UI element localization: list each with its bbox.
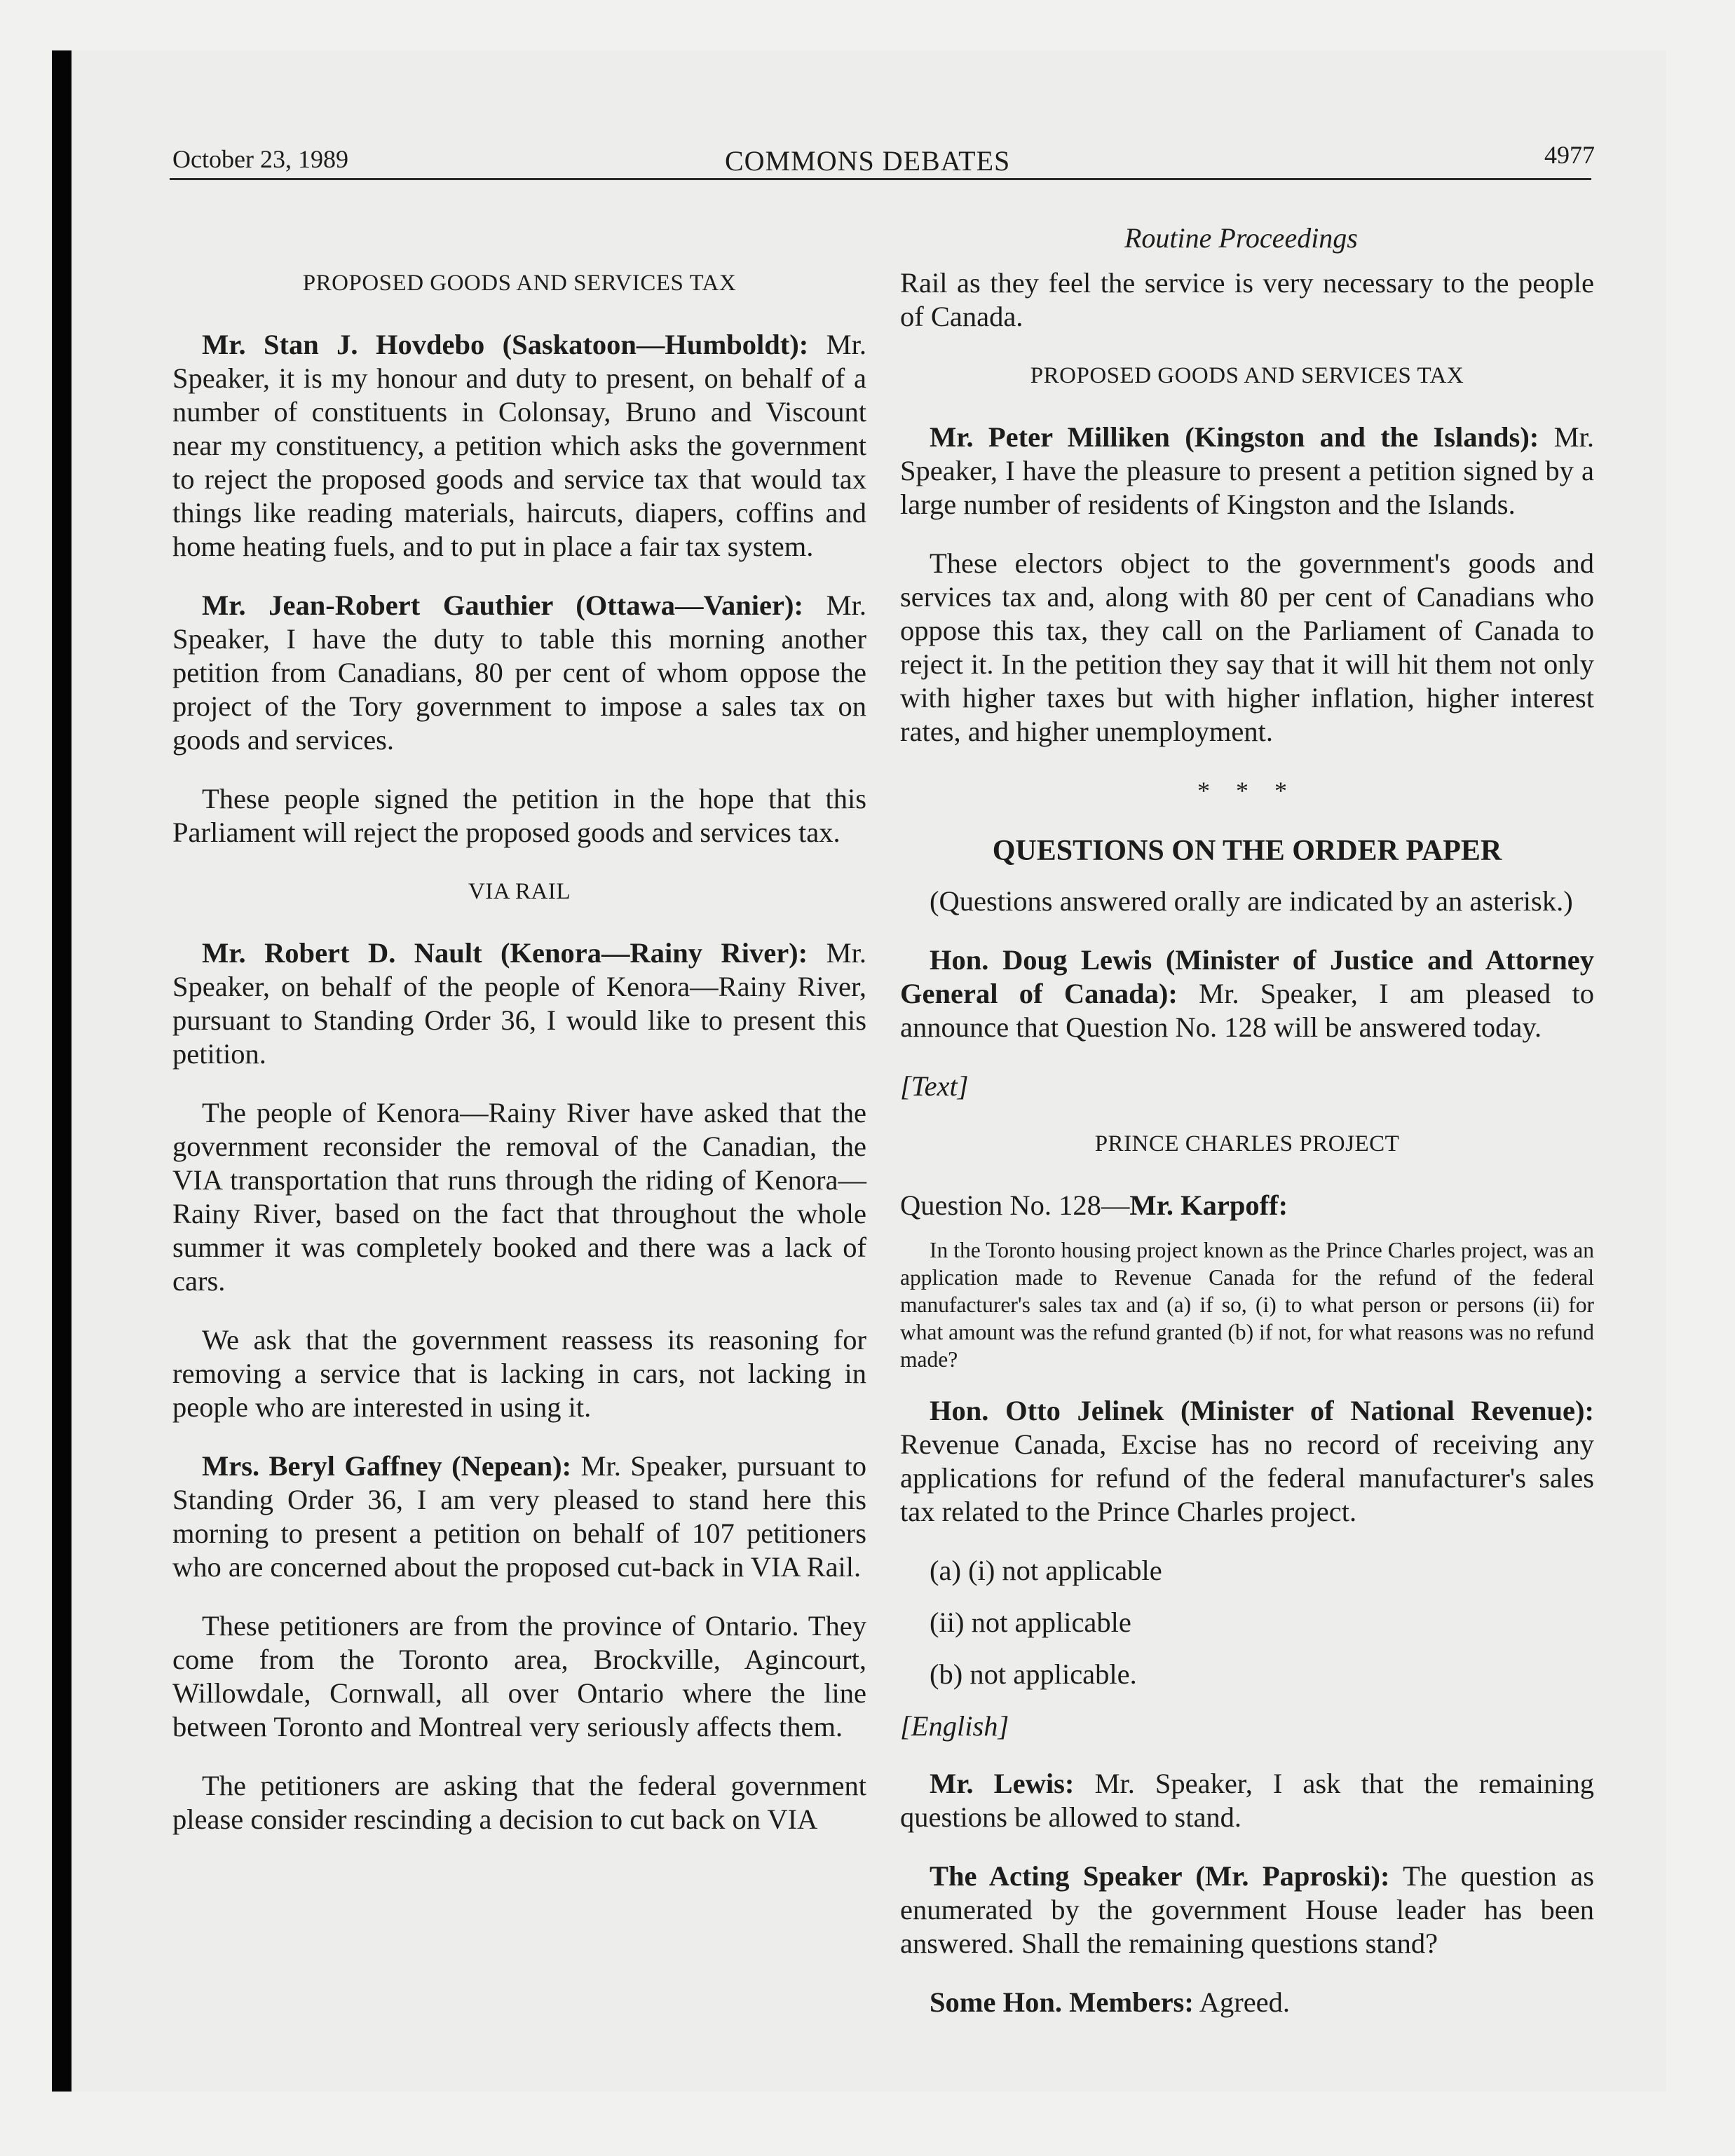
paragraph: The people of Kenora—Rainy River have asked that the government reconsider the removal of the Canadian, the VIA transportation that runs through the riding of Kenora—Rainy River, based on the fact that throughout the whole summer it was completely booked and there was a lack of cars. <box>172 1097 866 1297</box>
paragraph-jelinek <box>900 1394 1594 1529</box>
paragraph-gauthier <box>172 589 866 757</box>
paragraph-members <box>900 1986 1594 2019</box>
speaker-name: Mr. Peter Milliken (Kingston and the Islands): <box>930 421 1539 453</box>
paragraph-text: Mr. Speaker, I have the duty to table this morning another petition from Canadians, 80 per cent of whom oppose the project of the Tory government to impose a sales tax on goods and services. <box>172 589 866 756</box>
paragraph-hovdebo <box>172 328 866 564</box>
left-column <box>172 266 866 1862</box>
section-heading-project: PRINCE CHARLES PROJECT <box>1094 1131 1400 1157</box>
speaker-name: Mr. Stan J. Hovdebo (Saskatoon—Humboldt): <box>202 329 809 360</box>
speaker-name: Mrs. Beryl Gaffney (Nepean): <box>202 1450 572 1482</box>
paragraph: These electors object to the government's goods and services tax and, along with 80 per cent of Canadians who oppose this tax, they call on the Parliament of Canada to reject it. In the petition they say that it will hit them not only with higher taxes but with higher inflation, higher interest rates, and higher unemployment. <box>900 547 1594 747</box>
paragraph-lewis <box>900 943 1594 1044</box>
question-line <box>900 1189 1594 1222</box>
speaker-name: Hon. Doug Lewis (Minister of Justice and Attorney General of Canada): <box>900 944 1594 1009</box>
paragraph-text: Mr. Speaker, pursuant to Standing Order 36, I am very pleased to stand here this morning to present a petition on behalf of 107 petitioners who are concerned about the proposed cut-back in VIA Rail. <box>172 1450 866 1583</box>
paragraph-milliken <box>900 421 1594 521</box>
paragraph-text: Mr. Speaker, it is my honour and duty to present, on behalf of a number of constituents in Colonsay, Bruno and Viscount near my constituency, a petition which asks the government to reject the proposed goods and service tax that would tax things like reading materials, haircuts, diapers, coffins and home heating fuels, and to put in place a fair tax system. <box>172 329 866 562</box>
speaker-name: Some Hon. Members: <box>930 1986 1194 2018</box>
paragraph-gaffney <box>172 1449 866 1584</box>
speaker-name: Mr. Jean-Robert Gauthier (Ottawa—Vanier): <box>202 589 803 621</box>
language-tag: [Text] <box>900 1070 969 1102</box>
header-date: October 23, 1989 <box>172 145 348 173</box>
paragraph: Rail as they feel the service is very necessary to the people of Canada. <box>900 267 1594 332</box>
question-member: Mr. Karpoff: <box>1129 1189 1288 1221</box>
paragraph: These people signed the petition in the hope that this Parliament will reject the proposed goods and services tax. <box>172 783 866 848</box>
speaker-name: Hon. Otto Jelinek (Minister of National Revenue): <box>930 1395 1594 1426</box>
paragraph-lewis-reply <box>900 1767 1594 1834</box>
paragraph-speaker <box>900 1860 1594 1960</box>
running-head: Routine Proceedings <box>1124 222 1358 254</box>
section-separator: * * * <box>1197 777 1297 805</box>
section-heading-via: VIA RAIL <box>468 879 571 904</box>
paragraph: These petitioners are from the province of Ontario. They come from the Toronto area, Brockville, Agincourt, Willowdale, Cornwall, all over Ontario where the line between Toronto and Montreal very seriously affects them. <box>172 1610 866 1742</box>
right-column <box>900 266 1594 2045</box>
header-rule <box>170 178 1591 180</box>
answer-item: (a) (i) not applicable <box>930 1555 1162 1586</box>
paragraph-text: Agreed. <box>1193 1986 1291 2018</box>
answer-item: (ii) not applicable <box>930 1606 1131 1638</box>
publication-title: COMMONS DEBATES <box>725 145 1011 177</box>
paragraph-text: Mr. Speaker, I ask that the remaining questions be allowed to stand. <box>900 1768 1594 1833</box>
answer-item: (b) not applicable. <box>930 1658 1137 1690</box>
paragraph-text: The question as enumerated by the government House leader has been answered. Shall the remaining questions stand? <box>900 1860 1594 1959</box>
paragraph-text: Mr. Speaker, I have the pleasure to present a petition signed by a large number of residents of Kingston and the Islands. <box>900 421 1594 520</box>
speaker-name: Mr. Robert D. Nault (Kenora—Rainy River): <box>202 937 808 969</box>
speaker-name: The Acting Speaker (Mr. Paproski): <box>930 1860 1390 1892</box>
section-heading-gst: PROPOSED GOODS AND SERVICES TAX <box>1030 363 1464 388</box>
paragraph-text: Revenue Canada, Excise has no record of receiving any applications for refund of the federal manufacturer's sales tax related to the Prince Charles project. <box>900 1428 1594 1527</box>
page-number: 4977 <box>1544 141 1595 169</box>
scan-border <box>52 50 72 2092</box>
paragraph: The petitioners are asking that the federal government please consider rescinding a decision to cut back on VIA <box>172 1770 866 1835</box>
paragraph-text: Mr. Speaker, on behalf of the people of Kenora—Rainy River, pursuant to Standing Order 36, I would like to present this petition. <box>172 937 867 1070</box>
paragraph: We ask that the government reassess its reasoning for removing a service that is lacking in cars, not lacking in people who are interested in using it. <box>172 1324 866 1423</box>
section-heading-questions: QUESTIONS ON THE ORDER PAPER <box>992 835 1502 867</box>
paragraph: (Questions answered orally are indicated by an asterisk.) <box>930 885 1573 917</box>
paragraph-nault <box>172 936 866 1071</box>
language-tag: [English] <box>900 1710 1009 1742</box>
speaker-name: Mr. Lewis: <box>930 1768 1075 1799</box>
question-text: In the Toronto housing project known as the Prince Charles project, was an application made to Revenue Canada for the refund of the federal manufacturer's sales tax and (a) if so, (i) to what person or persons (ii) for what amount was the refund granted (b) if not, for what reasons was no refund made? <box>900 1238 1594 1372</box>
paragraph-text: Mr. Speaker, I am pleased to announce that Question No. 128 will be answered today. <box>900 978 1594 1043</box>
question-label: Question No. 128— <box>900 1189 1130 1221</box>
section-heading-gst: PROPOSED GOODS AND SERVICES TAX <box>302 271 737 296</box>
